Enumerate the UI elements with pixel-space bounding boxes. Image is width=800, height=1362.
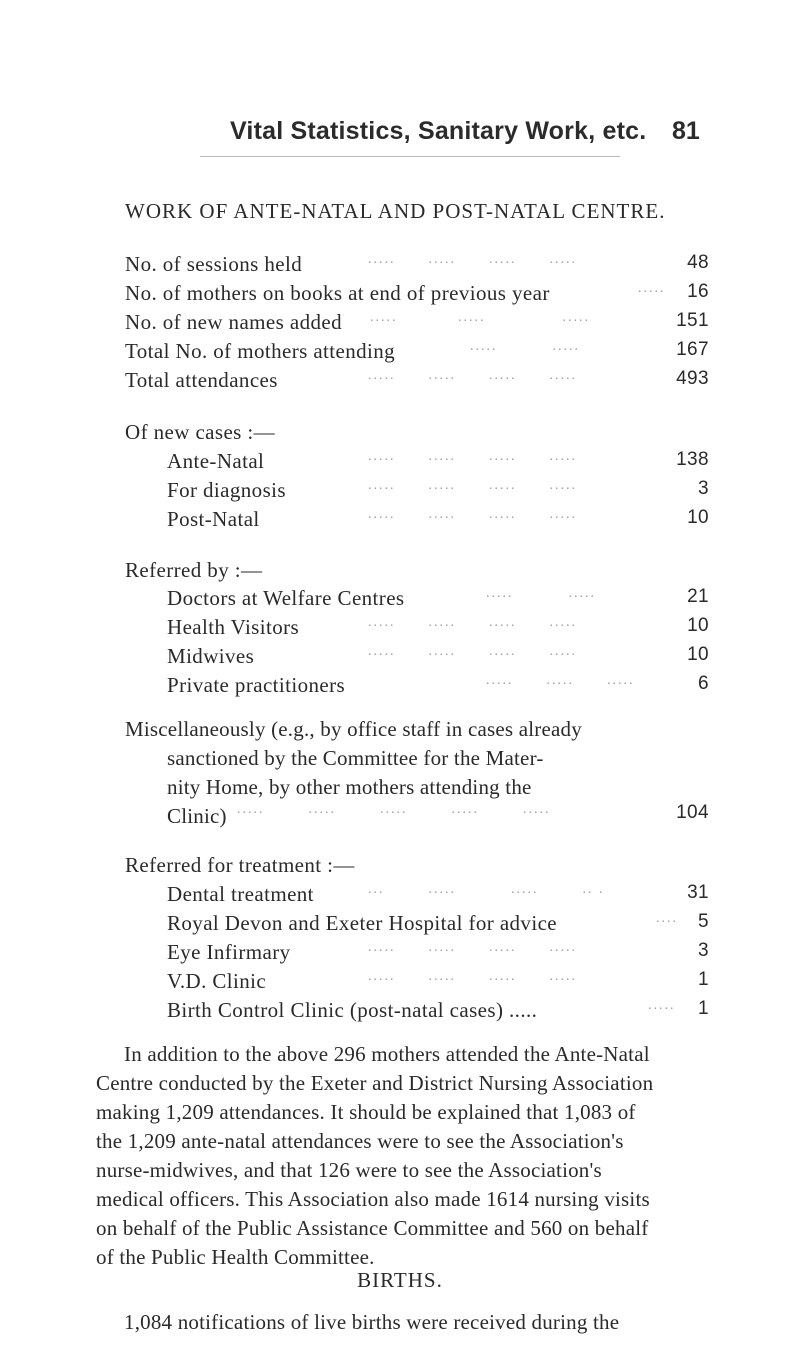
stat-row [0, 252, 800, 282]
stat-row [0, 281, 800, 311]
stat-row [0, 478, 800, 508]
dot-leader: ..... ..... ..... ..... [368, 252, 577, 267]
stat-label: Royal Devon and Exeter Hospital for advice [167, 911, 558, 935]
dot-leader: ..... ..... ..... ..... [368, 368, 577, 383]
stat-label: No. of sessions held [125, 252, 303, 276]
stat-label: No. of new names added [125, 310, 342, 334]
stat-label: Ante-Natal [167, 449, 265, 473]
misc-line: Miscellaneously (e.g., by office staff in cases already [125, 717, 582, 741]
stat-row [0, 339, 800, 369]
stat-value: 138 [676, 449, 709, 470]
dot-leader: ..... ..... ..... ..... [368, 449, 577, 464]
misc-line: sanctioned by the Committee for the Mater- [167, 746, 544, 770]
paragraph-line: the 1,209 ante-natal attendances were to see the Association's [96, 1129, 624, 1153]
treatment-heading: Referred for treatment :— [125, 853, 355, 877]
paragraph-line: 1,084 notifications of live births were received during the [124, 1310, 620, 1334]
addition-paragraph [96, 1040, 708, 1272]
stat-row [0, 802, 800, 832]
paragraph-line: making 1,209 attendances. It should be explained that 1,083 of [96, 1100, 636, 1124]
stat-label: Total No. of mothers attending [125, 339, 396, 363]
stat-value: 10 [687, 507, 709, 528]
misc-line: Clinic) [167, 804, 227, 828]
stat-value: 48 [687, 252, 709, 273]
stat-value: 151 [676, 310, 709, 331]
dot-leader: ..... ..... ..... [370, 310, 590, 325]
dot-leader: ..... [638, 281, 666, 296]
dot-leader: ..... ..... [486, 586, 596, 601]
paragraph-line: In addition to the above 296 mothers attended the Ante-Natal [124, 1042, 650, 1066]
stat-row [0, 368, 800, 398]
dot-leader: ..... ..... ..... ..... [368, 615, 577, 630]
paragraph-line: Centre conducted by the Exeter and District Nursing Association [96, 1071, 654, 1095]
stat-value: 21 [687, 586, 709, 607]
stat-row [0, 507, 800, 537]
paragraph-line: on behalf of the Public Assistance Committee and 560 on behalf [96, 1216, 649, 1240]
referred-by-heading: Referred by :— [125, 558, 263, 582]
stat-row [0, 882, 800, 912]
dot-leader: ..... ..... ..... ..... [368, 644, 577, 659]
stat-label: Eye Infirmary [167, 940, 291, 964]
births-title: BIRTHS. [357, 1268, 443, 1292]
stat-label: Midwives [167, 644, 255, 668]
stat-row [0, 644, 800, 674]
stat-row [0, 310, 800, 340]
new-cases-heading: Of new cases :— [125, 420, 276, 444]
stat-value: 6 [698, 673, 709, 694]
stat-label: Doctors at Welfare Centres [167, 586, 405, 610]
births-paragraph [96, 1308, 708, 1337]
dot-leader: ... ..... ..... .. . [368, 882, 605, 897]
stat-label: Birth Control Clinic (post-natal cases) ..... [167, 998, 538, 1022]
dot-leader: ..... ..... ..... ..... [368, 969, 577, 984]
running-title: Vital Statistics, Sanitary Work, etc. [230, 117, 647, 145]
stat-label: Private practitioners [167, 673, 346, 697]
paragraph-line: nurse-midwives, and that 126 were to see the Association's [96, 1158, 602, 1182]
stat-row [0, 911, 800, 941]
stat-value: 5 [698, 911, 709, 932]
stat-label: Health Visitors [167, 615, 300, 639]
dot-leader: .... [656, 911, 678, 926]
stat-value: 3 [698, 940, 709, 961]
dot-leader: ..... ..... ..... [486, 673, 635, 688]
stat-value: 16 [687, 281, 709, 302]
stat-value: 1 [698, 969, 709, 990]
stat-row [0, 940, 800, 970]
stat-row [0, 615, 800, 645]
paragraph-line: medical officers. This Association also made 1614 nursing visits [96, 1187, 650, 1211]
stat-value: 31 [687, 882, 709, 903]
dot-leader: ..... ..... ..... ..... [368, 940, 577, 955]
stat-row [0, 586, 800, 616]
dot-leader: ..... [648, 998, 676, 1013]
stat-value: 10 [687, 644, 709, 665]
stat-label: Dental treatment [167, 882, 314, 906]
stat-row [0, 969, 800, 999]
dot-leader: ..... ..... ..... ..... ..... [237, 802, 551, 817]
stat-value: 493 [676, 368, 709, 389]
stat-row [0, 673, 800, 703]
stat-value: 10 [687, 615, 709, 636]
dot-leader: ..... ..... [470, 339, 580, 354]
stat-label: Post-Natal [167, 507, 260, 531]
misc-line: nity Home, by other mothers attending the [167, 775, 532, 799]
stat-value: 104 [676, 802, 709, 823]
stat-value: 3 [698, 478, 709, 499]
paragraph-line: of the Public Health Committee. [96, 1245, 375, 1269]
stat-value: 1 [698, 998, 709, 1019]
section-title: WORK OF ANTE-NATAL AND POST-NATAL CENTRE. [125, 199, 666, 223]
stat-row [0, 449, 800, 479]
stat-label: No. of mothers on books at end of previous year [125, 281, 550, 305]
header-rule [200, 156, 620, 157]
stat-row [0, 998, 800, 1028]
dot-leader: ..... ..... ..... ..... [368, 507, 577, 522]
page-header [0, 105, 800, 157]
page-number: 81 [672, 117, 700, 145]
stat-label: For diagnosis [167, 478, 286, 502]
stat-label: Total attendances [125, 368, 278, 392]
stat-value: 167 [676, 339, 709, 360]
dot-leader: ..... ..... ..... ..... [368, 478, 577, 493]
stat-label: V.D. Clinic [167, 969, 267, 993]
